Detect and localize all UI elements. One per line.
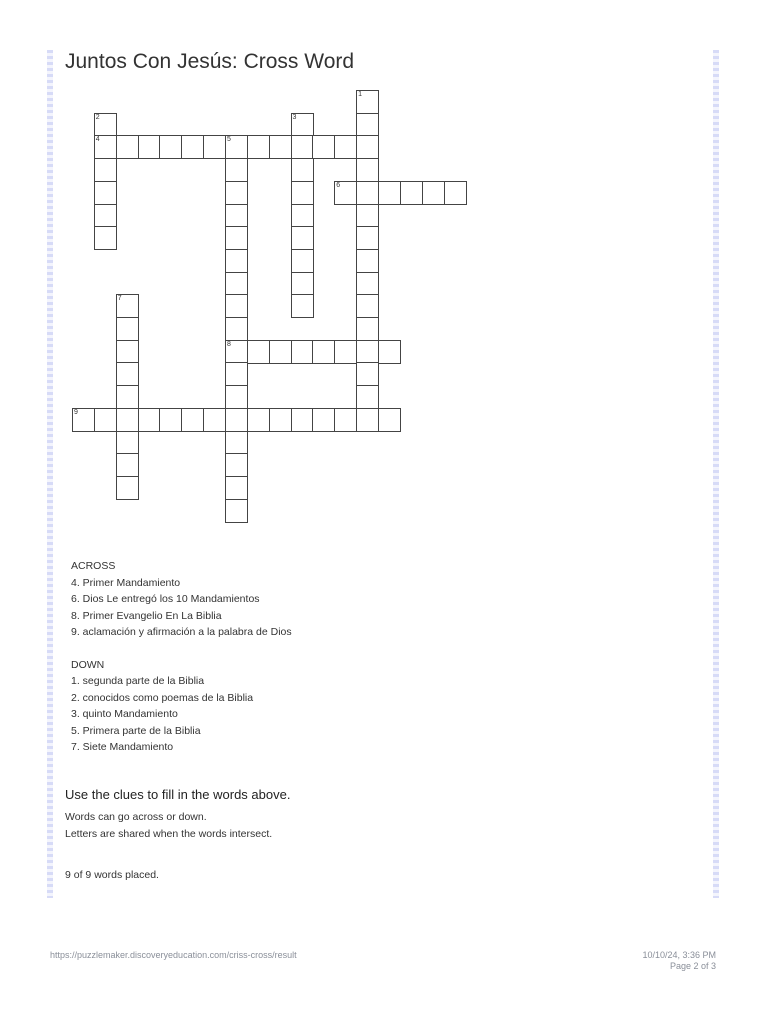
crossword-cell[interactable] <box>116 385 139 409</box>
down-clue: 5. Primera parte de la Biblia <box>71 724 201 737</box>
instructions-text <box>65 809 272 842</box>
footer-datetime: 10/10/24, 3:36 PM <box>642 950 716 960</box>
crossword-cell[interactable] <box>291 249 314 273</box>
crossword-cell[interactable] <box>225 385 248 409</box>
down-heading: DOWN <box>71 658 105 671</box>
crossword-cell[interactable] <box>312 408 335 432</box>
crossword-cell[interactable] <box>138 135 161 159</box>
crossword-cell[interactable] <box>291 340 314 364</box>
across-clue: 4. Primer Mandamiento <box>71 576 181 589</box>
cell-number: 2 <box>95 113 100 121</box>
crossword-cell[interactable] <box>225 317 248 341</box>
crossword-cell[interactable] <box>291 135 314 159</box>
crossword-cell[interactable] <box>356 226 379 250</box>
crossword-cell[interactable] <box>247 135 270 159</box>
crossword-cell[interactable] <box>94 204 117 228</box>
crossword-cell[interactable] <box>225 204 248 228</box>
crossword-cell[interactable] <box>269 408 292 432</box>
crossword-cell[interactable] <box>94 226 117 250</box>
crossword-cell[interactable] <box>269 135 292 159</box>
cell-number: 5 <box>227 136 231 144</box>
crossword-cell[interactable] <box>94 158 117 182</box>
across-heading: ACROSS <box>71 560 116 572</box>
instructions-heading: Use the clues to fill in the words above. <box>65 787 291 802</box>
crossword-cell[interactable] <box>94 135 117 159</box>
cell-number: 3 <box>292 113 297 121</box>
crossword-cell[interactable] <box>116 362 139 386</box>
crossword-cell[interactable] <box>291 408 314 432</box>
crossword-cell[interactable] <box>247 408 270 432</box>
crossword-cell[interactable] <box>225 181 248 205</box>
crossword-cell[interactable] <box>116 408 139 432</box>
crossword-cell[interactable] <box>356 135 379 159</box>
crossword-cell[interactable] <box>116 476 139 500</box>
crossword-cell[interactable] <box>334 181 357 205</box>
crossword-cell[interactable] <box>159 408 182 432</box>
crossword-cell[interactable] <box>356 362 379 386</box>
crossword-cell[interactable] <box>312 135 335 159</box>
across-clues <box>71 558 292 641</box>
crossword-cell[interactable] <box>159 135 182 159</box>
crossword-cell[interactable] <box>334 408 357 432</box>
crossword-cell[interactable] <box>291 294 314 318</box>
crossword-cell[interactable] <box>181 408 204 432</box>
across-clue: 6. Dios Le entregó los 10 Mandamientos <box>71 593 260 605</box>
crossword-cell[interactable] <box>291 272 314 296</box>
across-clue: 8. Primer Evangelio En La Biblia <box>71 609 222 622</box>
crossword-cell[interactable] <box>225 453 248 477</box>
crossword-cell[interactable] <box>203 135 226 159</box>
crossword-cell[interactable] <box>225 135 248 159</box>
words-placed-status: 9 of 9 words placed. <box>65 869 159 881</box>
crossword-cell[interactable] <box>356 181 379 205</box>
down-clue: 3. quinto Mandamiento <box>71 708 178 720</box>
crossword-cell[interactable] <box>203 408 226 432</box>
footer-url: https://puzzlemaker.discoveryeducation.com/criss-cross/result <box>50 950 297 960</box>
cell-number: 8 <box>227 340 231 348</box>
crossword-cell[interactable] <box>116 317 139 341</box>
crossword-cell[interactable] <box>72 408 95 432</box>
crossword-cell[interactable] <box>291 226 314 250</box>
crossword-cell[interactable] <box>356 158 379 182</box>
crossword-cell[interactable] <box>225 476 248 500</box>
footer-meta <box>642 950 716 972</box>
crossword-cell[interactable] <box>225 362 248 386</box>
cell-number: 6 <box>336 181 341 189</box>
down-clue: 1. segunda parte de la Biblia <box>71 675 205 687</box>
down-clue: 7. Siete Mandamiento <box>71 741 174 753</box>
crossword-cell[interactable] <box>356 294 379 318</box>
crossword-cell[interactable] <box>378 181 401 205</box>
crossword-cell[interactable] <box>291 158 314 182</box>
crossword-cell[interactable] <box>444 181 467 205</box>
crossword-cell[interactable] <box>400 181 423 205</box>
crossword-cell[interactable] <box>269 340 292 364</box>
crossword-cell[interactable] <box>378 408 401 432</box>
across-clue: 9. aclamación y afirmación a la palabra de Dios <box>71 626 292 638</box>
crossword-cell[interactable] <box>225 249 248 273</box>
crossword-cell[interactable] <box>312 340 335 364</box>
crossword-cell[interactable] <box>356 317 379 341</box>
crossword-cell[interactable] <box>356 385 379 409</box>
crossword-cell[interactable] <box>378 340 401 364</box>
crossword-cell[interactable] <box>138 408 161 432</box>
crossword-cell[interactable] <box>356 90 379 114</box>
down-clue: 2. conocidos como poemas de la Biblia <box>71 691 254 704</box>
clues-section <box>71 558 292 772</box>
crossword-cell[interactable] <box>356 408 379 432</box>
crossword-cell[interactable] <box>225 294 248 318</box>
crossword-cell[interactable] <box>116 294 139 318</box>
crossword-cell[interactable] <box>247 340 270 364</box>
crossword-cell[interactable] <box>356 113 379 137</box>
crossword-cell[interactable] <box>291 113 314 137</box>
crossword-cell[interactable] <box>334 135 357 159</box>
crossword-cell[interactable] <box>422 181 445 205</box>
crossword-cell[interactable] <box>116 340 139 364</box>
crossword-cell[interactable] <box>116 431 139 455</box>
crossword-cell[interactable] <box>225 158 248 182</box>
crossword-cell[interactable] <box>356 249 379 273</box>
crossword-cell[interactable] <box>225 340 248 364</box>
crossword-cell[interactable] <box>225 408 248 432</box>
instruction-line: Letters are shared when the words intersect. <box>65 827 273 840</box>
footer-page-number: Page 2 of 3 <box>669 961 716 971</box>
crossword-cell[interactable] <box>334 340 357 364</box>
instruction-line: Words can go across or down. <box>65 811 207 823</box>
crossword-cell[interactable] <box>356 340 379 364</box>
crossword-cell[interactable] <box>225 272 248 296</box>
crossword-cell[interactable] <box>291 181 314 205</box>
crossword-cell[interactable] <box>225 431 248 455</box>
cell-number: 4 <box>95 136 100 144</box>
crossword-cell[interactable] <box>181 135 204 159</box>
cell-number: 9 <box>74 408 78 416</box>
crossword-cell[interactable] <box>356 272 379 296</box>
page-title: Juntos Con Jesús: Cross Word <box>65 50 355 73</box>
crossword-cell[interactable] <box>94 181 117 205</box>
down-clues <box>71 657 292 756</box>
crossword-cell[interactable] <box>116 135 139 159</box>
crossword-cell[interactable] <box>356 204 379 228</box>
crossword-cell[interactable] <box>116 453 139 477</box>
cell-number: 7 <box>117 295 122 303</box>
crossword-cell[interactable] <box>225 499 248 523</box>
crossword-cell[interactable] <box>291 204 314 228</box>
crossword-cell[interactable] <box>94 113 117 137</box>
crossword-cell[interactable] <box>94 408 117 432</box>
cell-number: 1 <box>358 91 362 98</box>
crossword-cell[interactable] <box>225 226 248 250</box>
